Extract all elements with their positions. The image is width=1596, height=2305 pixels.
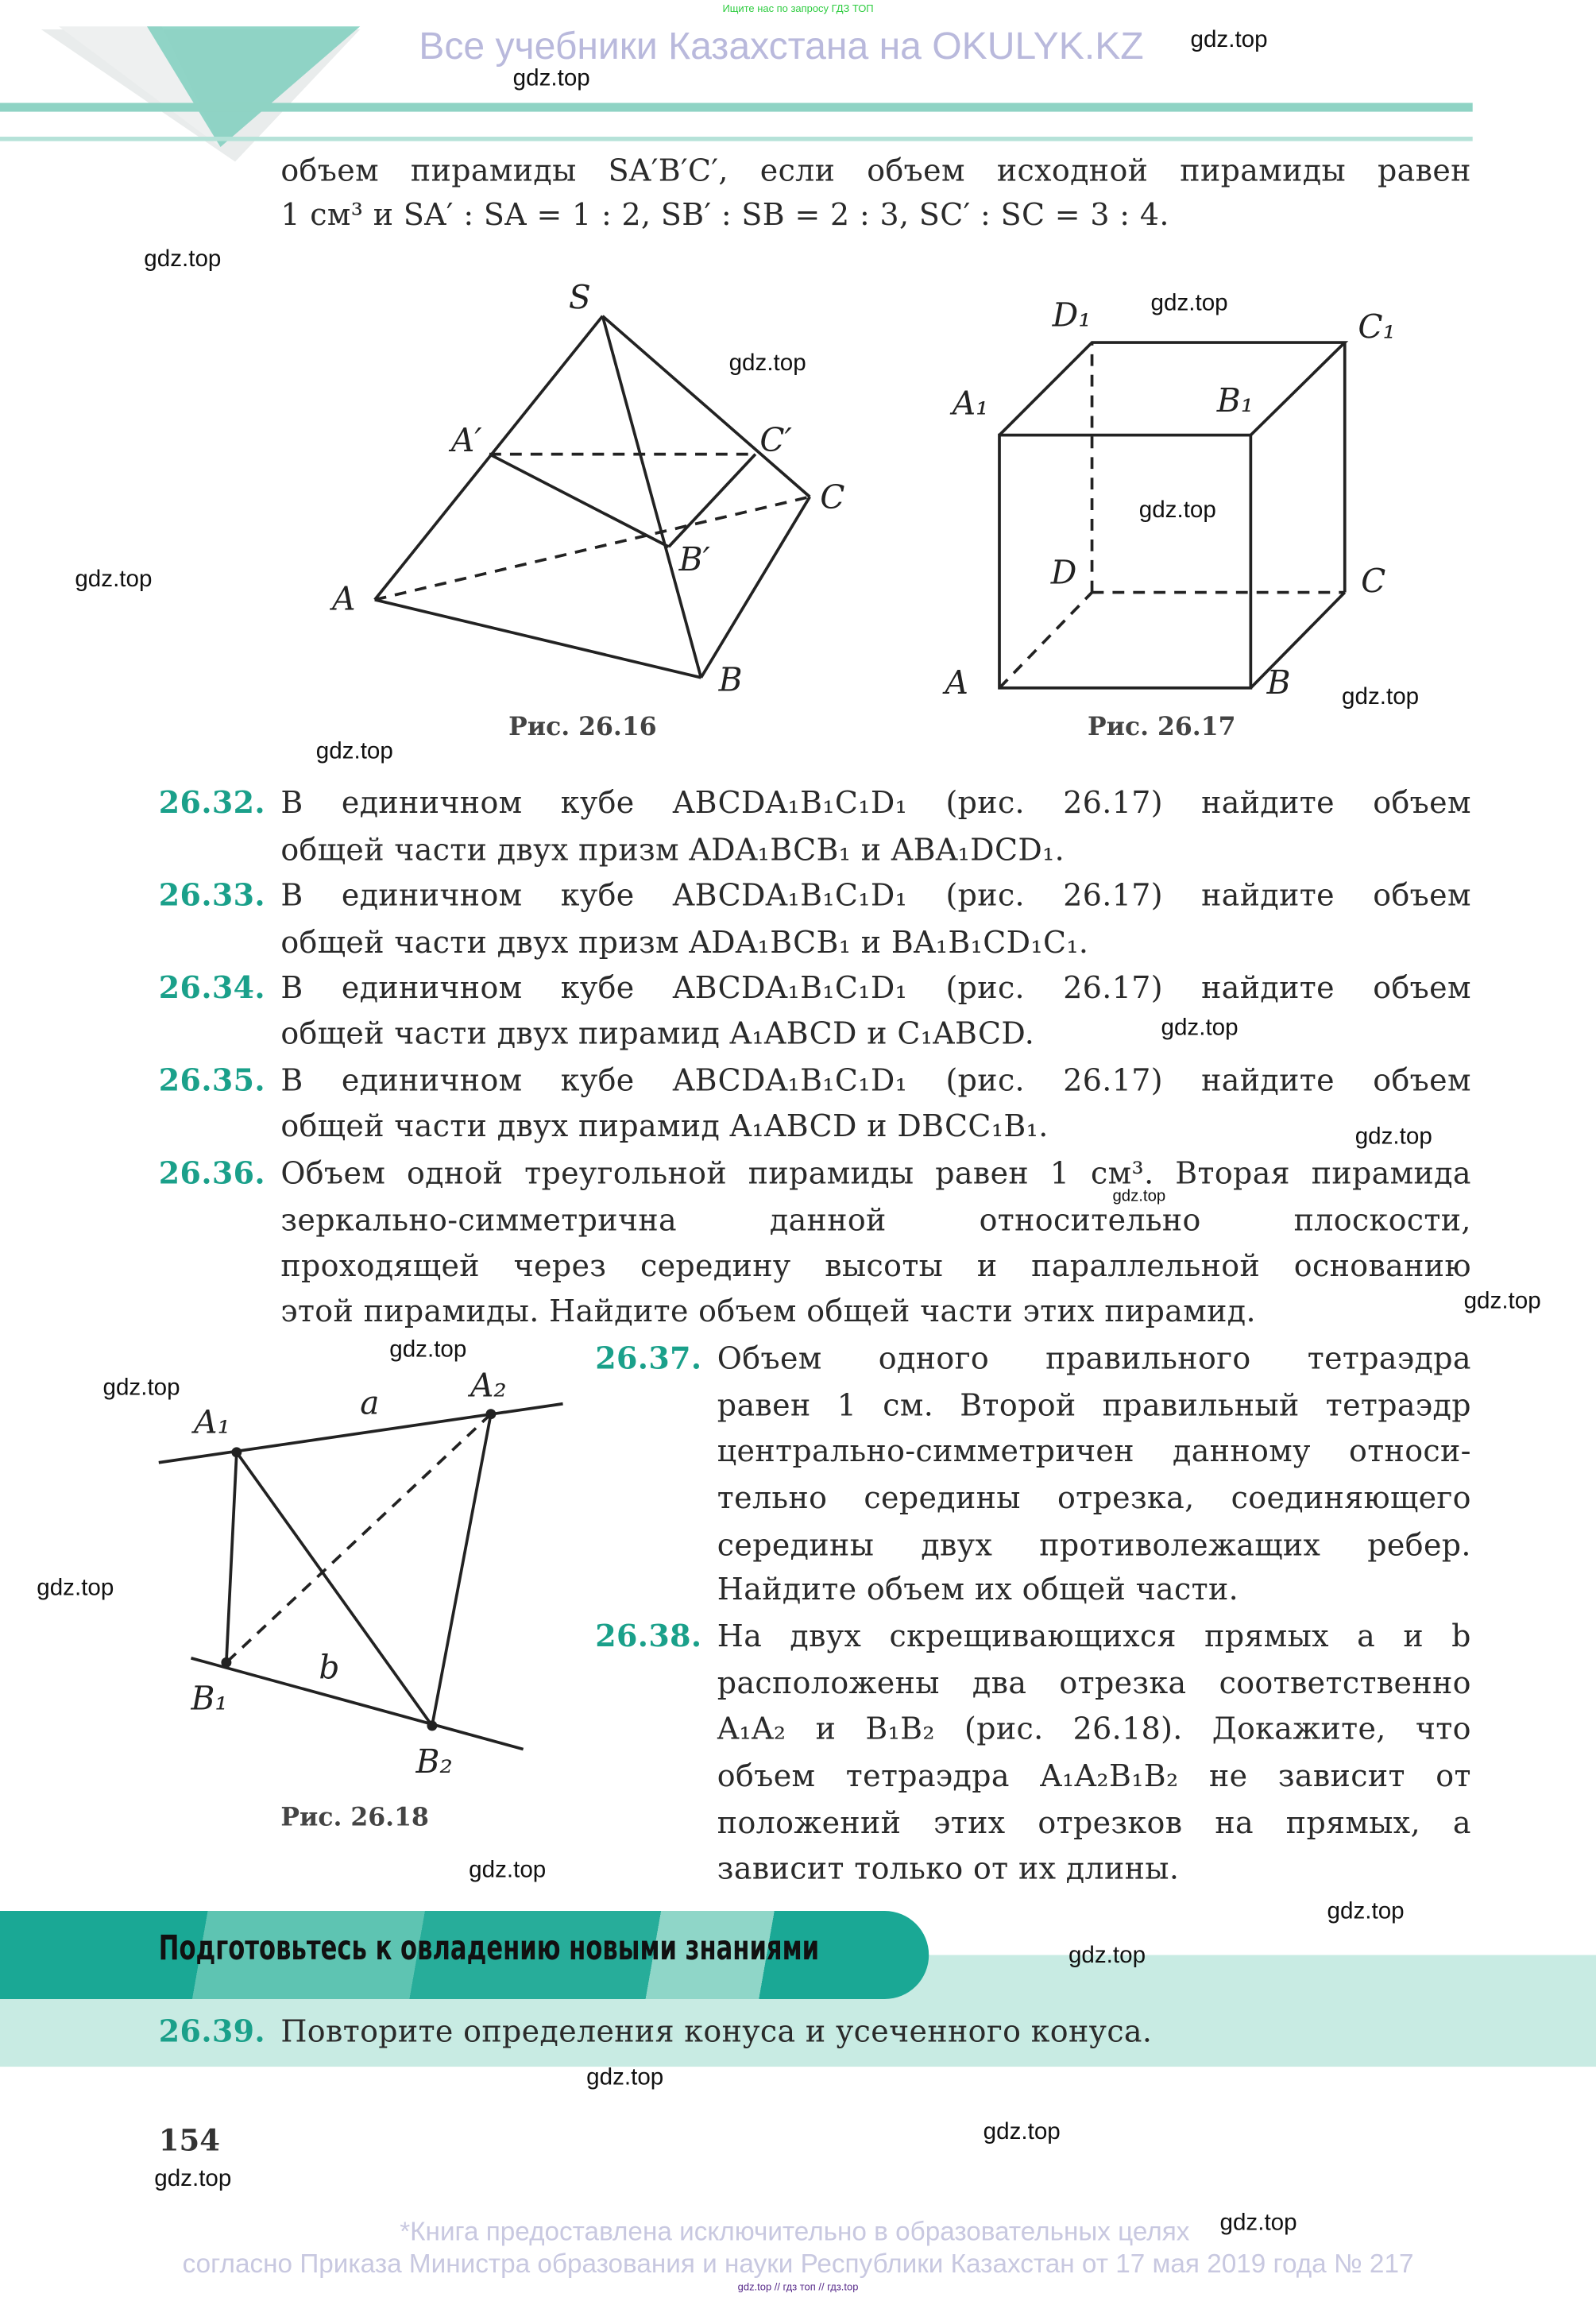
label-B: B [718, 660, 743, 699]
problem-text: равен 1 см. Второй правильный тетраэдр [717, 1387, 1471, 1423]
problem-text: общей части двух пирамид A₁ABCD и C₁ABCD. [280, 1015, 1035, 1051]
watermark: gdz.top [586, 2065, 664, 2090]
label-a: a [360, 1383, 380, 1422]
problem-text: Объем одной треугольной пирамиды равен 1 см³. Вторая пирамида [280, 1155, 1471, 1191]
figure-caption: Рис. 26.16 [508, 713, 657, 743]
problem-text: В единичном кубе ABCDA₁B₁C₁D₁ (рис. 26.17) найдите объем [280, 784, 1471, 821]
watermark: gdz.top [144, 246, 222, 273]
watermark: gdz.top [1190, 28, 1268, 53]
problem-text: середины двух противолежащих ребер. [717, 1527, 1471, 1563]
problem-text: центрально-симметричен данному относи- [717, 1433, 1471, 1469]
problem-text: общей части двух призм ADA₁BCB₁ и BA₁B₁CD₁C₁. [280, 924, 1089, 961]
watermark: gdz.top [389, 1337, 467, 1363]
intro-line: объем пирамиды SA′B′C′, если объем исходной пирамиды равен [280, 153, 1471, 188]
label-b: b [319, 1648, 340, 1687]
site-title[interactable]: Все учебники Казахстана на OKULYK.KZ [419, 23, 1144, 68]
figure-skew-lines [0, 1352, 588, 1793]
watermark: gdz.top [1327, 1899, 1405, 1924]
problem-text: тельно середины отрезка, соединяющего [717, 1479, 1471, 1516]
watermark: gdz.top [728, 351, 806, 377]
problem-text: В единичном кубе ABCDA₁B₁C₁D₁ (рис. 26.17) найдите объем [280, 877, 1471, 913]
label-S: S [568, 278, 591, 317]
watermark: gdz.top [1342, 685, 1420, 710]
problem-text: На двух скрещивающихся прямых a и b [717, 1618, 1471, 1654]
intro-line: 1 см³ и SA′ : SA = 1 : 2, SB′ : SB = 2 : 3, SC′ : SC = 3 : 4. [280, 196, 1169, 233]
label-A: A [945, 663, 968, 702]
problem-text: В единичном кубе ABCDA₁B₁C₁D₁ (рис. 26.17) найдите объем [280, 1062, 1471, 1098]
problem-text: общей части двух пирамид A₁ABCD и DBCC₁B₁. [280, 1108, 1049, 1144]
figure-pyramid [0, 0, 1596, 764]
footer-links[interactable]: gdz.top // гдз топ // гдз.top [737, 2283, 859, 2293]
label-A1: A₁ [952, 384, 989, 423]
problem-text: Найдите объем их общей части. [717, 1571, 1239, 1607]
problem-text: объем тетраэдра A₁A₂B₁B₂ не зависит от [717, 1758, 1471, 1793]
problem-text: В единичном кубе ABCDA₁B₁C₁D₁ (рис. 26.17) найдите объем [280, 970, 1471, 1006]
watermark: gdz.top [983, 2119, 1061, 2145]
label-D: D [1050, 553, 1077, 592]
watermark: gdz.top [37, 1576, 114, 1601]
label-A: A [332, 579, 356, 618]
label-B2: B₂ [415, 1742, 453, 1781]
search-tagline: Ищите нас по запросу ГДЗ ТОП [722, 4, 874, 15]
label-B-prime: B′ [678, 540, 710, 578]
label-B1: B₁ [191, 1679, 228, 1718]
problem-number: 26.39. [158, 2013, 265, 2049]
problem-text: зависит только от их длины. [717, 1851, 1180, 1886]
problem-text: положений этих отрезков на прямых, а [717, 1804, 1471, 1841]
watermark: gdz.top [1068, 1943, 1146, 1969]
watermark: gdz.top [315, 739, 393, 764]
problem-text: этой пирамиды. Найдите объем общей части этих пирамид. [280, 1294, 1256, 1329]
label-A2: A₂ [470, 1366, 507, 1405]
label-D1: D₁ [1052, 296, 1092, 335]
page-number: 154 [158, 2122, 221, 2158]
problem-number: 26.36. [158, 1155, 265, 1191]
footer-disclaimer: *Книга предоставлена исключительно в образовательных целях [400, 2216, 1190, 2246]
problem-number: 26.38. [595, 1618, 702, 1654]
label-C: C [1361, 562, 1386, 601]
watermark: gdz.top [469, 1858, 547, 1883]
problem-text: A₁A₂ и B₁B₂ (рис. 26.18). Докажите, что [717, 1711, 1471, 1746]
watermark: gdz.top [1161, 1015, 1239, 1041]
label-A1: A₁ [194, 1402, 230, 1441]
watermark: gdz.top [1138, 498, 1216, 524]
watermark: gdz.top [1219, 2210, 1297, 2236]
problem-text: проходящей через середину высоты и параллельной основанию [280, 1247, 1471, 1284]
label-A-prime: A′ [450, 420, 482, 459]
watermark: gdz.top [75, 567, 153, 593]
problem-text: Повторите определения конуса и усеченного конуса. [280, 2013, 1153, 2049]
label-B1: B₁ [1216, 381, 1254, 420]
label-B: B [1266, 663, 1291, 702]
problem-text: зеркально-симметрична данной относительно плоскости, [280, 1202, 1471, 1238]
problem-number: 26.37. [595, 1340, 702, 1376]
label-C: C [820, 478, 845, 517]
problem-text: расположены два отрезка соответственно [717, 1665, 1471, 1701]
label-C1: C₁ [1358, 307, 1396, 346]
section-title: Подготовьтесь к овладению новыми знаниями [158, 1930, 820, 1969]
watermark: gdz.top [1354, 1124, 1432, 1150]
problem-number: 26.32. [158, 784, 265, 821]
problem-number: 26.33. [158, 877, 265, 913]
problem-number: 26.35. [158, 1062, 265, 1098]
watermark: gdz.top [1463, 1289, 1541, 1314]
problem-number: 26.34. [158, 970, 265, 1006]
figure-caption: Рис. 26.17 [1088, 713, 1236, 743]
watermark: gdz.top [512, 66, 590, 91]
problem-text: общей части двух призм ADA₁BCB₁ и ABA₁DCD₁. [280, 832, 1065, 868]
watermark: gdz.top [102, 1375, 180, 1402]
problem-text: Объем одного правильного тетраэдра [717, 1340, 1471, 1376]
footer-order: согласно Приказа Министра образования и науки Республики Казахстан от 17 мая 2019 года № 217 [182, 2249, 1414, 2279]
watermark: gdz.top [154, 2166, 232, 2192]
figure-caption: Рис. 26.18 [280, 1803, 429, 1833]
label-C-prime: C′ [759, 420, 792, 459]
watermark: gdz.top [1150, 291, 1228, 316]
watermark: gdz.top [1112, 1187, 1166, 1205]
